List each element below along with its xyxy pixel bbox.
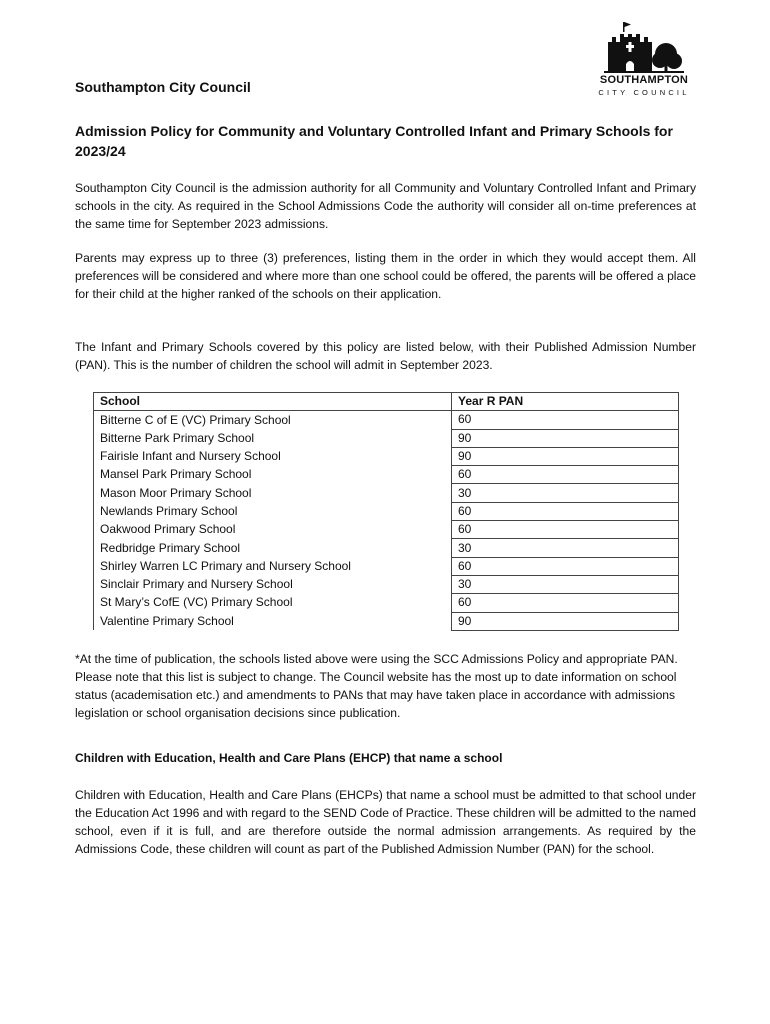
intro-paragraph: Southampton City Council is the admission authority for all Community and Voluntary Controlled Infant and Primary schools in the city. As required in the School Admissions Code the authority will consider all on-time preferences at the same time for September 2023 admissions. — [75, 181, 696, 231]
table-row — [94, 521, 679, 539]
pan-value-cell: 30 — [452, 484, 679, 502]
pan-value-cell: 30 — [452, 539, 679, 557]
logo-wordmark: SOUTHAMPTON — [599, 74, 689, 86]
school-name-cell: Oakwood Primary School — [94, 521, 452, 539]
table-row — [94, 484, 679, 502]
document-title: Admission Policy for Community and Voluntary Controlled Infant and Primary Schools for 2023/24 — [75, 123, 673, 159]
school-name-cell: Valentine Primary School — [94, 612, 452, 630]
logo-subtitle: CITY COUNCIL — [598, 88, 690, 97]
table-row — [94, 575, 679, 593]
column-header-school: School — [94, 393, 452, 411]
school-name-cell: Sinclair Primary and Nursery School — [94, 575, 452, 593]
pan-value-cell: 60 — [452, 594, 679, 612]
pan-value-cell: 60 — [452, 411, 679, 429]
pan-value-cell: 60 — [452, 557, 679, 575]
castle-logo-icon — [600, 20, 690, 74]
preferences-paragraph: Parents may express up to three (3) preferences, listing them in the order in which they would accept them. All preferences will be considered and where more than one school could be offered, the parents will be offered a place for their child at the higher ranked of the schools on their application. — [75, 251, 696, 301]
publication-note: *At the time of publication, the schools listed above were using the SCC Admissions Policy and appropriate PAN. Please note that this list is subject to change. The Council website has the most up to date information on school status (academisation etc.) and amendments to PANs that may have taken place in accordance with admissions legislation or school organisation decisions since publication. — [75, 652, 678, 720]
schools-intro-paragraph: The Infant and Primary Schools covered by this policy are listed below, with their Published Admission Number (PAN). This is the number of children the school will admit in September 2023. — [75, 340, 696, 372]
schools-pan-table — [93, 392, 679, 631]
school-name-cell: Redbridge Primary School — [94, 539, 452, 557]
school-name-cell: Shirley Warren LC Primary and Nursery School — [94, 557, 452, 575]
table-row — [94, 557, 679, 575]
ehcp-heading: Children with Education, Health and Care Plans (EHCP) that name a school — [75, 751, 503, 765]
pan-value-cell: 60 — [452, 502, 679, 520]
table-row — [94, 447, 679, 465]
pan-value-cell: 30 — [452, 575, 679, 593]
pan-value-cell: 90 — [452, 612, 679, 630]
school-name-cell: Fairisle Infant and Nursery School — [94, 447, 452, 465]
table-row — [94, 612, 679, 630]
column-header-pan: Year R PAN — [452, 393, 679, 411]
school-name-cell: Mansel Park Primary School — [94, 466, 452, 484]
school-name-cell: Bitterne C of E (VC) Primary School — [94, 411, 452, 429]
table-header-row — [94, 393, 679, 411]
pan-value-cell: 60 — [452, 466, 679, 484]
pan-value-cell: 60 — [452, 521, 679, 539]
table-row — [94, 594, 679, 612]
table-row — [94, 429, 679, 447]
school-name-cell: Mason Moor Primary School — [94, 484, 452, 502]
table-row — [94, 466, 679, 484]
table-row — [94, 411, 679, 429]
table-row — [94, 502, 679, 520]
school-name-cell: Newlands Primary School — [94, 502, 452, 520]
school-name-cell: St Mary’s CofE (VC) Primary School — [94, 594, 452, 612]
pan-value-cell: 90 — [452, 447, 679, 465]
organisation-name: Southampton City Council — [75, 79, 251, 95]
ehcp-paragraph: Children with Education, Health and Care Plans (EHCPs) that name a school must be admitted to that school under the Education Act 1996 and with regard to the SEND Code of Practice. These children will be admitted to the named school, even if it is full, and are therefore outside the normal admission arrangements. As required by the Admissions Code, these children will count as part of the Published Admission Number (PAN) for the school. — [75, 788, 696, 856]
school-name-cell: Bitterne Park Primary School — [94, 429, 452, 447]
table-row — [94, 539, 679, 557]
pan-value-cell: 90 — [452, 429, 679, 447]
council-logo — [594, 20, 694, 100]
